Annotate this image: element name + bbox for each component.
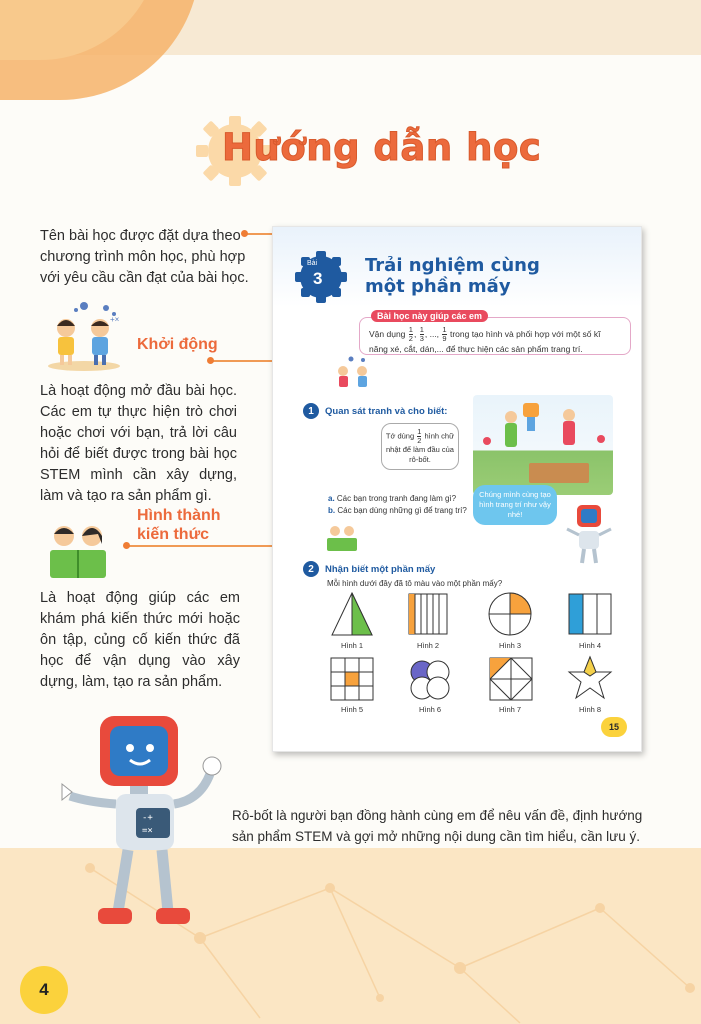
svg-text:-+: -+ (142, 813, 153, 823)
robot-mascot-illustration (58, 712, 234, 937)
lesson-title (365, 255, 540, 297)
shape-flower-quarters (407, 657, 453, 703)
lesson-title-line2: một phần mấy (365, 276, 511, 297)
connector-dot (241, 230, 248, 237)
svg-text:=×: =× (142, 826, 153, 836)
shape-triangle-half (330, 591, 374, 637)
figure-caption: Hình 5 (340, 705, 364, 714)
children-playing-illustration (44, 300, 124, 372)
connector-dot (207, 357, 214, 364)
shape-star (567, 655, 613, 701)
shape-circle-quarters (487, 591, 533, 637)
section-number-badge: 2 (303, 561, 319, 577)
children-playing-icon (331, 355, 375, 395)
speech-bubble-robot: Chúng mình cùng tạo hình trang trí như vậy nhé! (473, 485, 557, 525)
connector-dot (123, 542, 130, 549)
card-page-number: 15 (601, 717, 627, 737)
figure-caption: Hình 2 (416, 641, 440, 650)
hinh-thanh-kien-thuc-label (137, 506, 221, 544)
shape-rectangle-thirds (568, 593, 612, 635)
speech-bubble-girl: Tớ dùng $\frac{1}{2}$ hình chữ nhật để làm đầu của rô-bốt. (381, 423, 459, 470)
fraction: $\frac{1}{3}$ (419, 325, 424, 343)
figure-caption: Hình 7 (498, 705, 522, 714)
figure-caption: Hình 8 (578, 705, 602, 714)
robot-description: Rô-bốt là người bạn đồng hành cùng em để nêu vấn đề, định hướng sản phẩm STEM và gợi mở những nội dung cần tìm hiểu, cần lưu ý. (232, 808, 643, 844)
sample-lesson-page (272, 226, 642, 752)
shape-square-diagonals (489, 657, 533, 701)
khoi-dong-label: Khởi động (137, 336, 218, 353)
question-a: a. Các bạn trong tranh đang làm gì? (328, 494, 457, 503)
scene-drawing (473, 395, 613, 495)
lesson-title-line1: Trải nghiệm cùng (365, 255, 540, 276)
hinh-thanh-label-line1: Hình thành (137, 507, 221, 524)
classroom-scene-illustration (473, 395, 613, 495)
figure-caption: Hình 6 (418, 705, 442, 714)
section-title: Quan sát tranh và cho biết: (325, 406, 448, 417)
page-number-badge: 4 (20, 966, 68, 1014)
figure-caption: Hình 3 (498, 641, 522, 650)
shape-grid-ninths (330, 657, 374, 701)
fraction: $\frac{1}{2}$ (408, 325, 413, 343)
small-robot-icon (565, 503, 613, 569)
lesson-goal-text: Vận dụng $\frac{1}{2}$ , $\frac{1}{3}$ , ..., $\frac{1}{9}$ trong tạo hình và phối hợp với một số kĩ năng xé, cắt, dán,... để thực hiện các sản phẩm trang trí. (369, 325, 601, 354)
goal-suffix: trong tạo hình và phối hợp với một số kĩ năng xé, cắt, dán,... để thực hiện các sản phẩm trang trí. (369, 328, 601, 354)
fraction: $\frac{1}{9}$ (442, 325, 447, 343)
children-reading-icon (323, 523, 361, 553)
page-title: Hướng dẫn học (222, 126, 542, 169)
section-title: Nhận biết một phần mấy (325, 564, 436, 575)
figure-caption: Hình 4 (578, 641, 602, 650)
goal-prefix: Vận dụng (369, 328, 406, 339)
question-b: b. Các bạn dùng những gì để trang trí? (328, 506, 467, 515)
section-question: Mỗi hình dưới đây đã tô màu vào một phần mấy? (327, 579, 503, 588)
khoi-dong-description: Là hoạt động mở đầu bài học. Các em tự thực hiện trò chơi hoặc chơi với bạn, trả lời câu hỏi để biết được trong bài học STEM mình cần xây dựng, làm và tạo ra sản phẩm gì. (40, 383, 237, 504)
children-reading-illustration (42, 520, 114, 582)
lesson-goal-badge: Bài học này giúp các em (371, 310, 488, 322)
lesson-name-explanation: Tên bài học được đặt dựa theo chương trình môn học, phù hợp với yêu cầu cần đạt của bài học. (40, 228, 249, 286)
shape-striped-rectangle (408, 593, 448, 635)
svg-text:+×: +× (110, 315, 120, 324)
lesson-number: 3 (313, 269, 323, 288)
hinh-thanh-label-line2: kiến thức (137, 526, 210, 543)
bai-label: Bài (307, 260, 318, 267)
section-number-badge: 1 (303, 403, 319, 419)
figure-caption: Hình 1 (340, 641, 364, 650)
hinh-thanh-description: Là hoạt động giúp các em khám phá kiến thức mới hoặc ôn tập, củng cố kiến thức đã học để vận dụng vào xây dựng, làm, tạo ra sản phẩm. (40, 590, 240, 690)
